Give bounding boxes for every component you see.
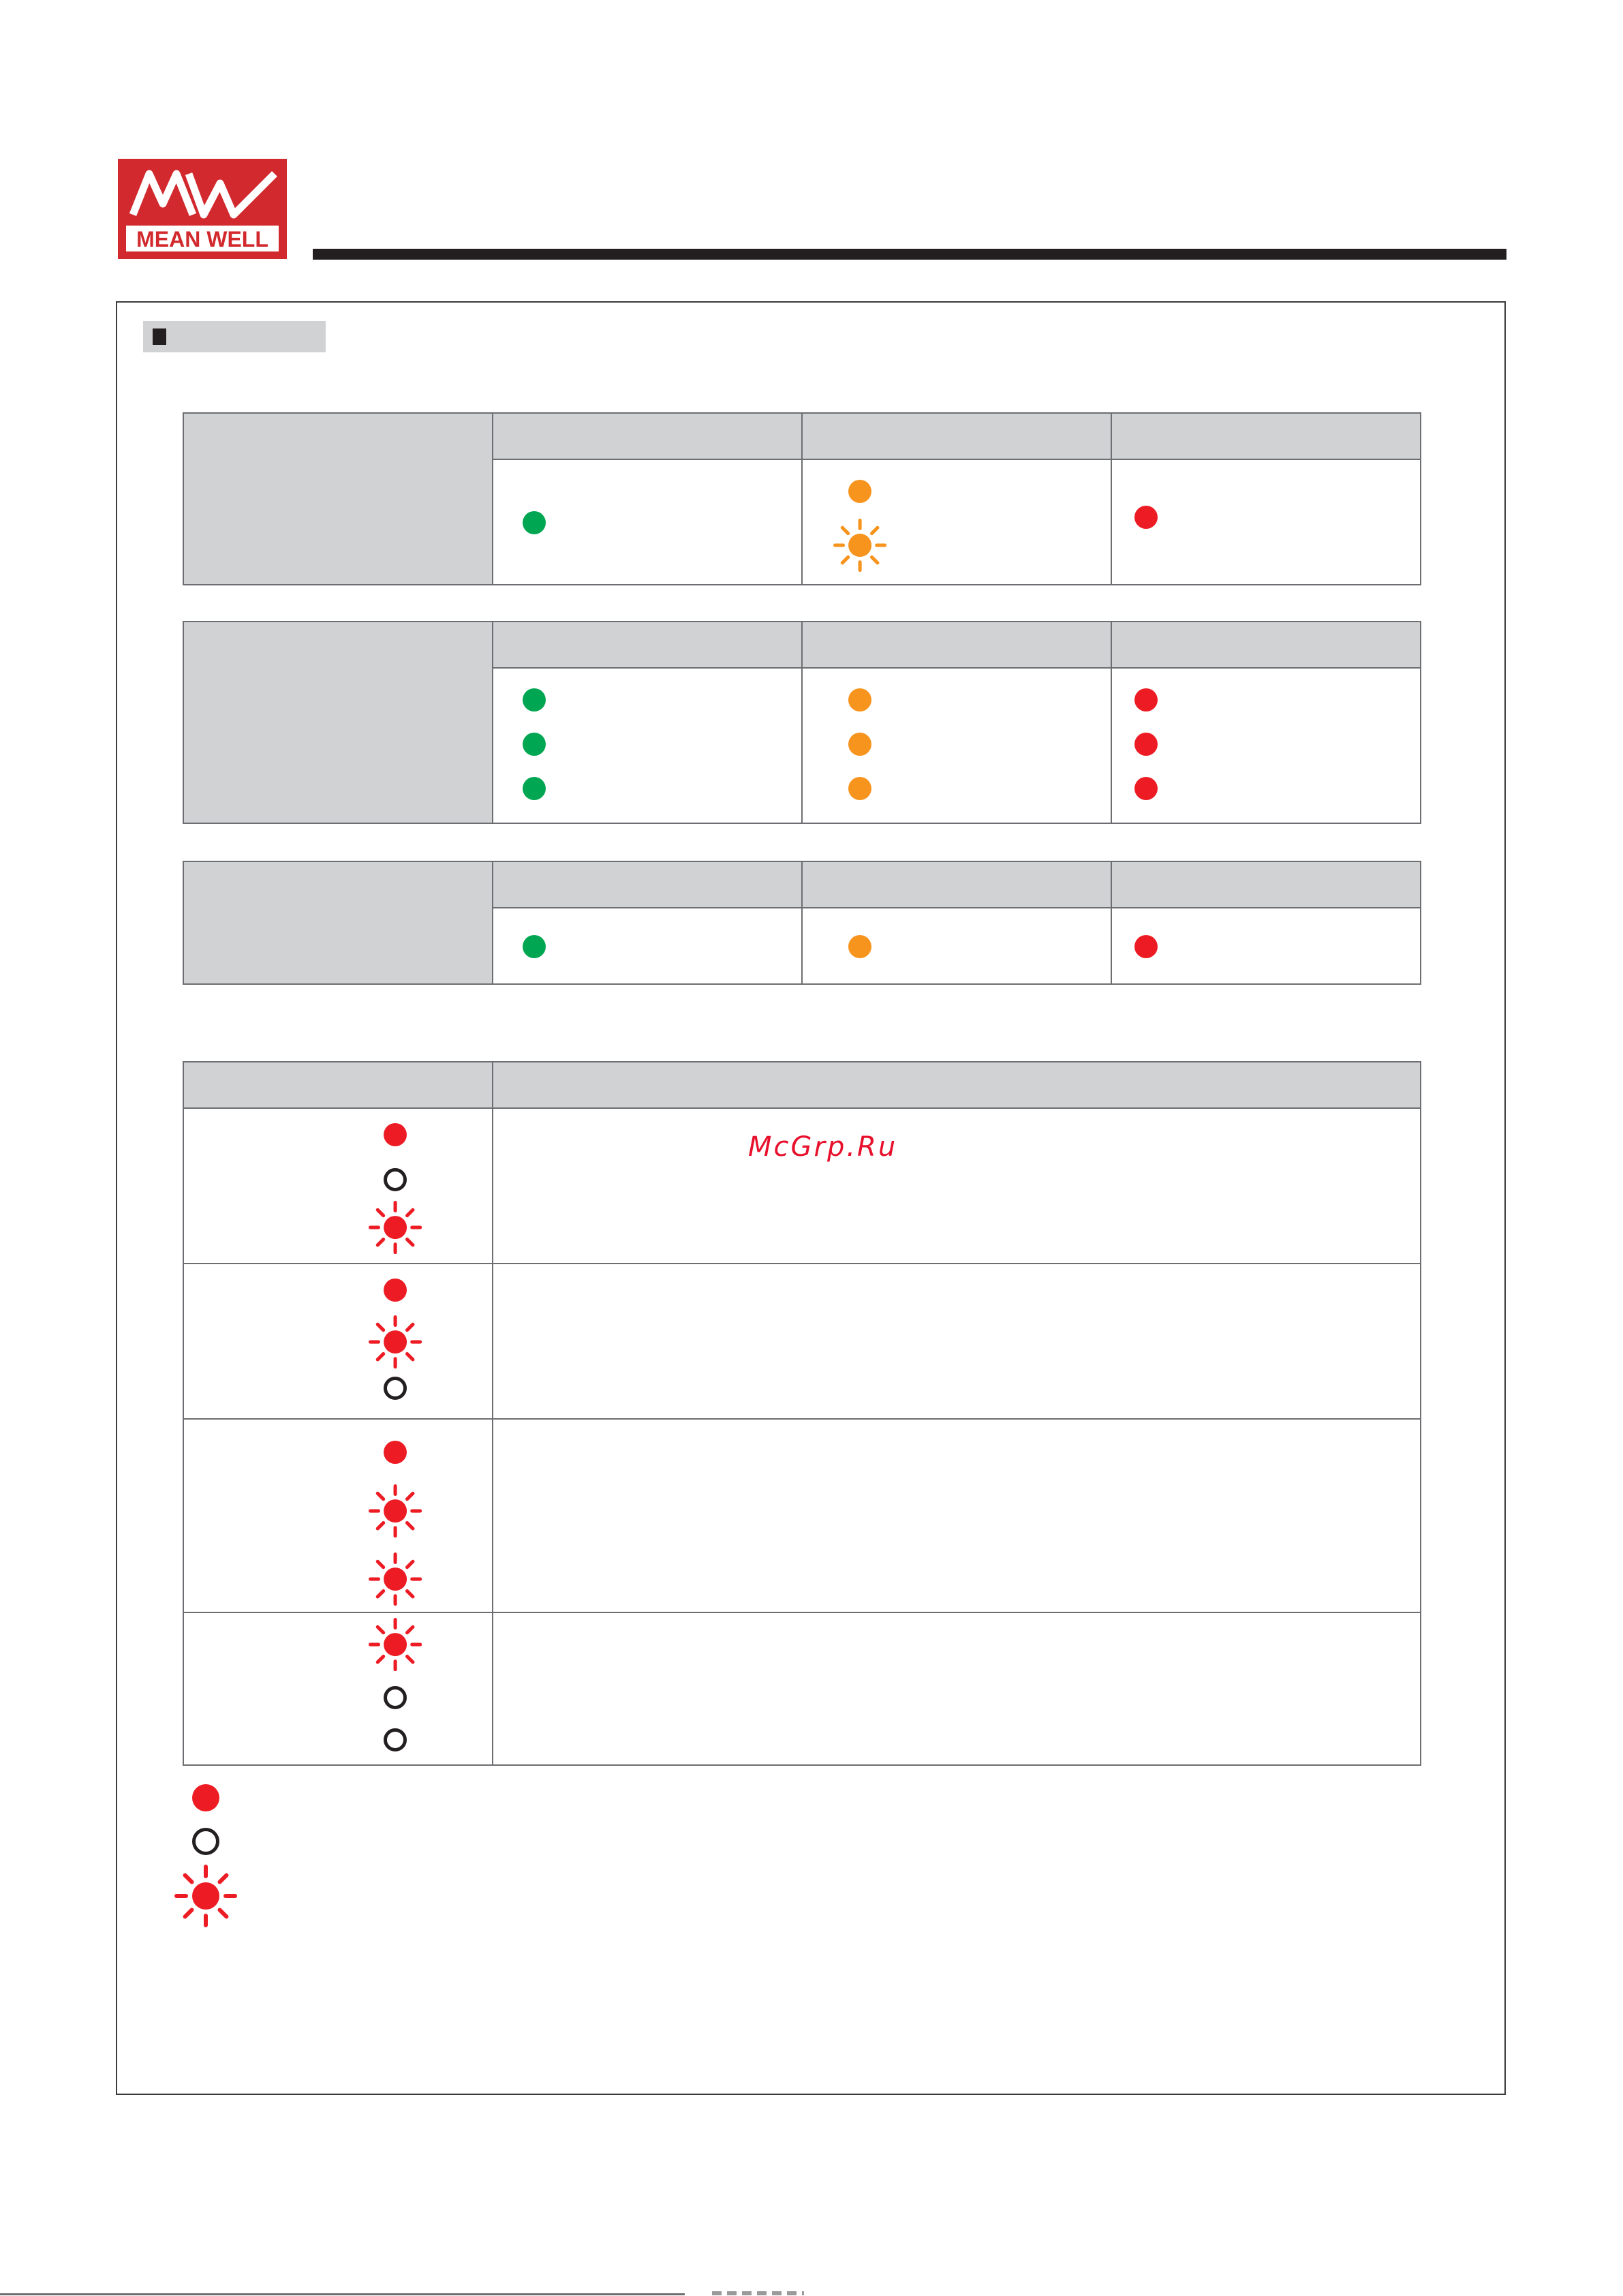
- fault-row-2-leds: [183, 1264, 493, 1419]
- led-green-on-icon: [521, 731, 548, 758]
- fault-table: [183, 1061, 1421, 1766]
- fault-row-4-leds: [183, 1612, 493, 1765]
- led-orange-on-icon: [846, 731, 874, 758]
- table-3-cell-orange: [802, 908, 1111, 984]
- section-heading-tab: [143, 321, 326, 352]
- table-2-header-green: [493, 622, 802, 668]
- led-legend: [177, 1779, 259, 1929]
- led-red-on-icon: [1132, 933, 1160, 960]
- led-green-on-icon: [521, 509, 548, 536]
- fault-table-header-led: [183, 1062, 493, 1108]
- table-1-header-green: [493, 413, 802, 459]
- legend-led-flashing-icon: [174, 1865, 237, 1927]
- legend-led-on-icon: [190, 1782, 221, 1813]
- led-red-flashing-icon: [369, 1618, 422, 1671]
- fault-row-1-description: [493, 1108, 1421, 1264]
- led-red-off-icon: [382, 1375, 409, 1402]
- led-green-on-icon: [521, 686, 548, 714]
- led-red-on-icon: [1132, 775, 1160, 802]
- led-red-on-icon: [382, 1276, 409, 1304]
- led-red-flashing-icon: [369, 1552, 422, 1606]
- led-red-on-icon: [1132, 731, 1160, 758]
- table-2-cell-red: [1111, 668, 1421, 823]
- mean-well-logo: [118, 159, 287, 259]
- status-table-1: [183, 412, 1421, 585]
- table-3-header-red: [1111, 861, 1421, 908]
- fault-table-header-description: [493, 1062, 1421, 1108]
- table-2-cell-orange: [802, 668, 1111, 823]
- led-orange-on-icon: [846, 933, 874, 960]
- table-1-cell-orange: [802, 459, 1111, 585]
- led-red-on-icon: [1132, 504, 1160, 531]
- table-1-header-orange: [802, 413, 1111, 459]
- table-1-header-red: [1111, 413, 1421, 459]
- led-orange-on-icon: [846, 686, 874, 714]
- table-3-cell-green: [493, 908, 802, 984]
- table-1-label-cell: [183, 413, 493, 585]
- legend-led-off-icon: [190, 1826, 221, 1857]
- fault-row-3-leds: [183, 1419, 493, 1612]
- fault-row-3-description: [493, 1419, 1421, 1612]
- fault-row-1-leds: [183, 1108, 493, 1264]
- led-green-on-icon: [521, 775, 548, 802]
- table-1-cell-green: [493, 459, 802, 585]
- table-2-header-red: [1111, 622, 1421, 668]
- table-3-label-cell: [183, 861, 493, 984]
- table-3-header-orange: [802, 861, 1111, 908]
- status-table-3: [183, 861, 1421, 985]
- fault-row-4-description: [493, 1612, 1421, 1765]
- led-red-off-icon: [382, 1166, 409, 1193]
- led-red-off-icon: [382, 1684, 409, 1711]
- header-rule: [313, 249, 1506, 260]
- led-orange-flashing-icon: [833, 519, 886, 572]
- table-2-label-cell: [183, 622, 493, 823]
- led-red-off-icon: [382, 1726, 409, 1754]
- table-2-cell-green: [493, 668, 802, 823]
- led-red-on-icon: [382, 1121, 409, 1148]
- fault-row-2-description: [493, 1264, 1421, 1419]
- led-red-on-icon: [382, 1439, 409, 1466]
- table-1-cell-red: [1111, 459, 1421, 585]
- led-orange-on-icon: [846, 775, 874, 802]
- logo-text: MEAN WELL: [136, 227, 268, 251]
- led-green-on-icon: [521, 933, 548, 960]
- section-bullet-icon: [153, 328, 166, 345]
- table-2-header-orange: [802, 622, 1111, 668]
- footer-dashes: [712, 2291, 804, 2295]
- led-red-flashing-icon: [369, 1484, 422, 1537]
- watermark-text: McGrp.Ru: [748, 1131, 898, 1163]
- status-table-2: [183, 621, 1421, 824]
- footer-rule: [0, 2293, 685, 2295]
- led-orange-on-icon: [846, 478, 874, 505]
- led-red-flashing-icon: [369, 1315, 422, 1368]
- table-3-cell-red: [1111, 908, 1421, 984]
- led-red-on-icon: [1132, 686, 1160, 714]
- table-3-header-green: [493, 861, 802, 908]
- led-red-flashing-icon: [369, 1201, 422, 1254]
